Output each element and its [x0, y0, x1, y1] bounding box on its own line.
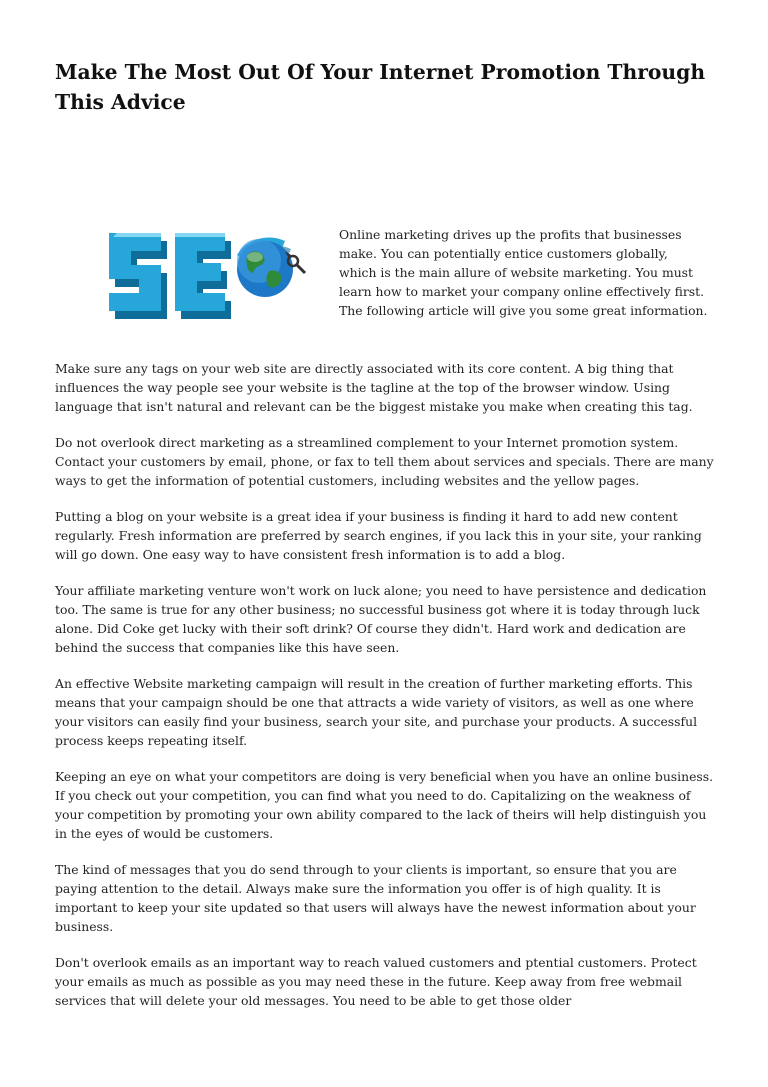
paragraph: An effective Website marketing campaign will result in the creation of further marketing efforts. This means that your campaign should be one that attracts a wide variety of visitors, as well as one where your visitors can easily find your business, search your site, and purchase your products. A successful process keeps repeating itself. — [55, 676, 698, 748]
paragraph: Keeping an eye on what your competitors are doing is very beneficial when you have an online business. If you check out your competition, you can find what you need to do. Capitalizing on the weakness of your competition by promoting your own ability compared to the lack of theirs will help distinguish you in the eyes of would be customers. — [55, 769, 714, 841]
seo-graphic — [99, 221, 353, 339]
paragraph: Do not overlook direct marketing as a streamlined complement to your Internet promotion system. Contact your customers by email, phone, or fax to tell them about services and specials. There are many ways to get the information of potential customers, including websites and the yellow pages. — [55, 435, 714, 488]
intro-paragraph: Online marketing drives up the profits that businesses make. You can potentially entice customers globally, which is the main allure of website marketing. You must learn how to market your company online effectively first. The following article will give you some great information. — [339, 227, 708, 318]
paragraph: Don't overlook emails as an important way to reach valued customers and ptential customers. Protect your emails as much as possible as you may need these in the future. Keep away from free webmail services that will delete your old messages. You need to be able to get those older — [55, 955, 697, 1008]
paragraph: Your affiliate marketing venture won't work on luck alone; you need to have persistence and dedication too. The same is true for any other business; no successful business got where it is today through luck alone. Did Coke get lucky with their soft drink? Of course they didn't. Hard work and dedication are behind the success that companies like this have seen. — [55, 583, 707, 655]
paragraph: Putting a blog on your website is a great idea if your business is finding it hard to add new content regularly. Fresh information are preferred by search engines, if you lack this in your site, your ranking will go down. One easy way to have consistent fresh information is to add a blog. — [55, 509, 702, 562]
article-body — [55, 359, 715, 1027]
paragraph: Make sure any tags on your web site are directly associated with its core content. A big thing that influences the way people see your website is the tagline at the top of the browser window. Using language that isn't natural and relevant can be the biggest mistake you make when creating this tag. — [55, 361, 693, 414]
paragraph: The kind of messages that you do send through to your clients is important, so ensure that you are paying attention to the detail. Always make sure the information you offer is of high quality. It is important to keep your site updated so that users will always have the newest information about your business. — [55, 862, 696, 934]
document-title: Make The Most Out Of Your Internet Promotion Through This Advice — [55, 60, 706, 114]
hero-section — [55, 221, 715, 339]
